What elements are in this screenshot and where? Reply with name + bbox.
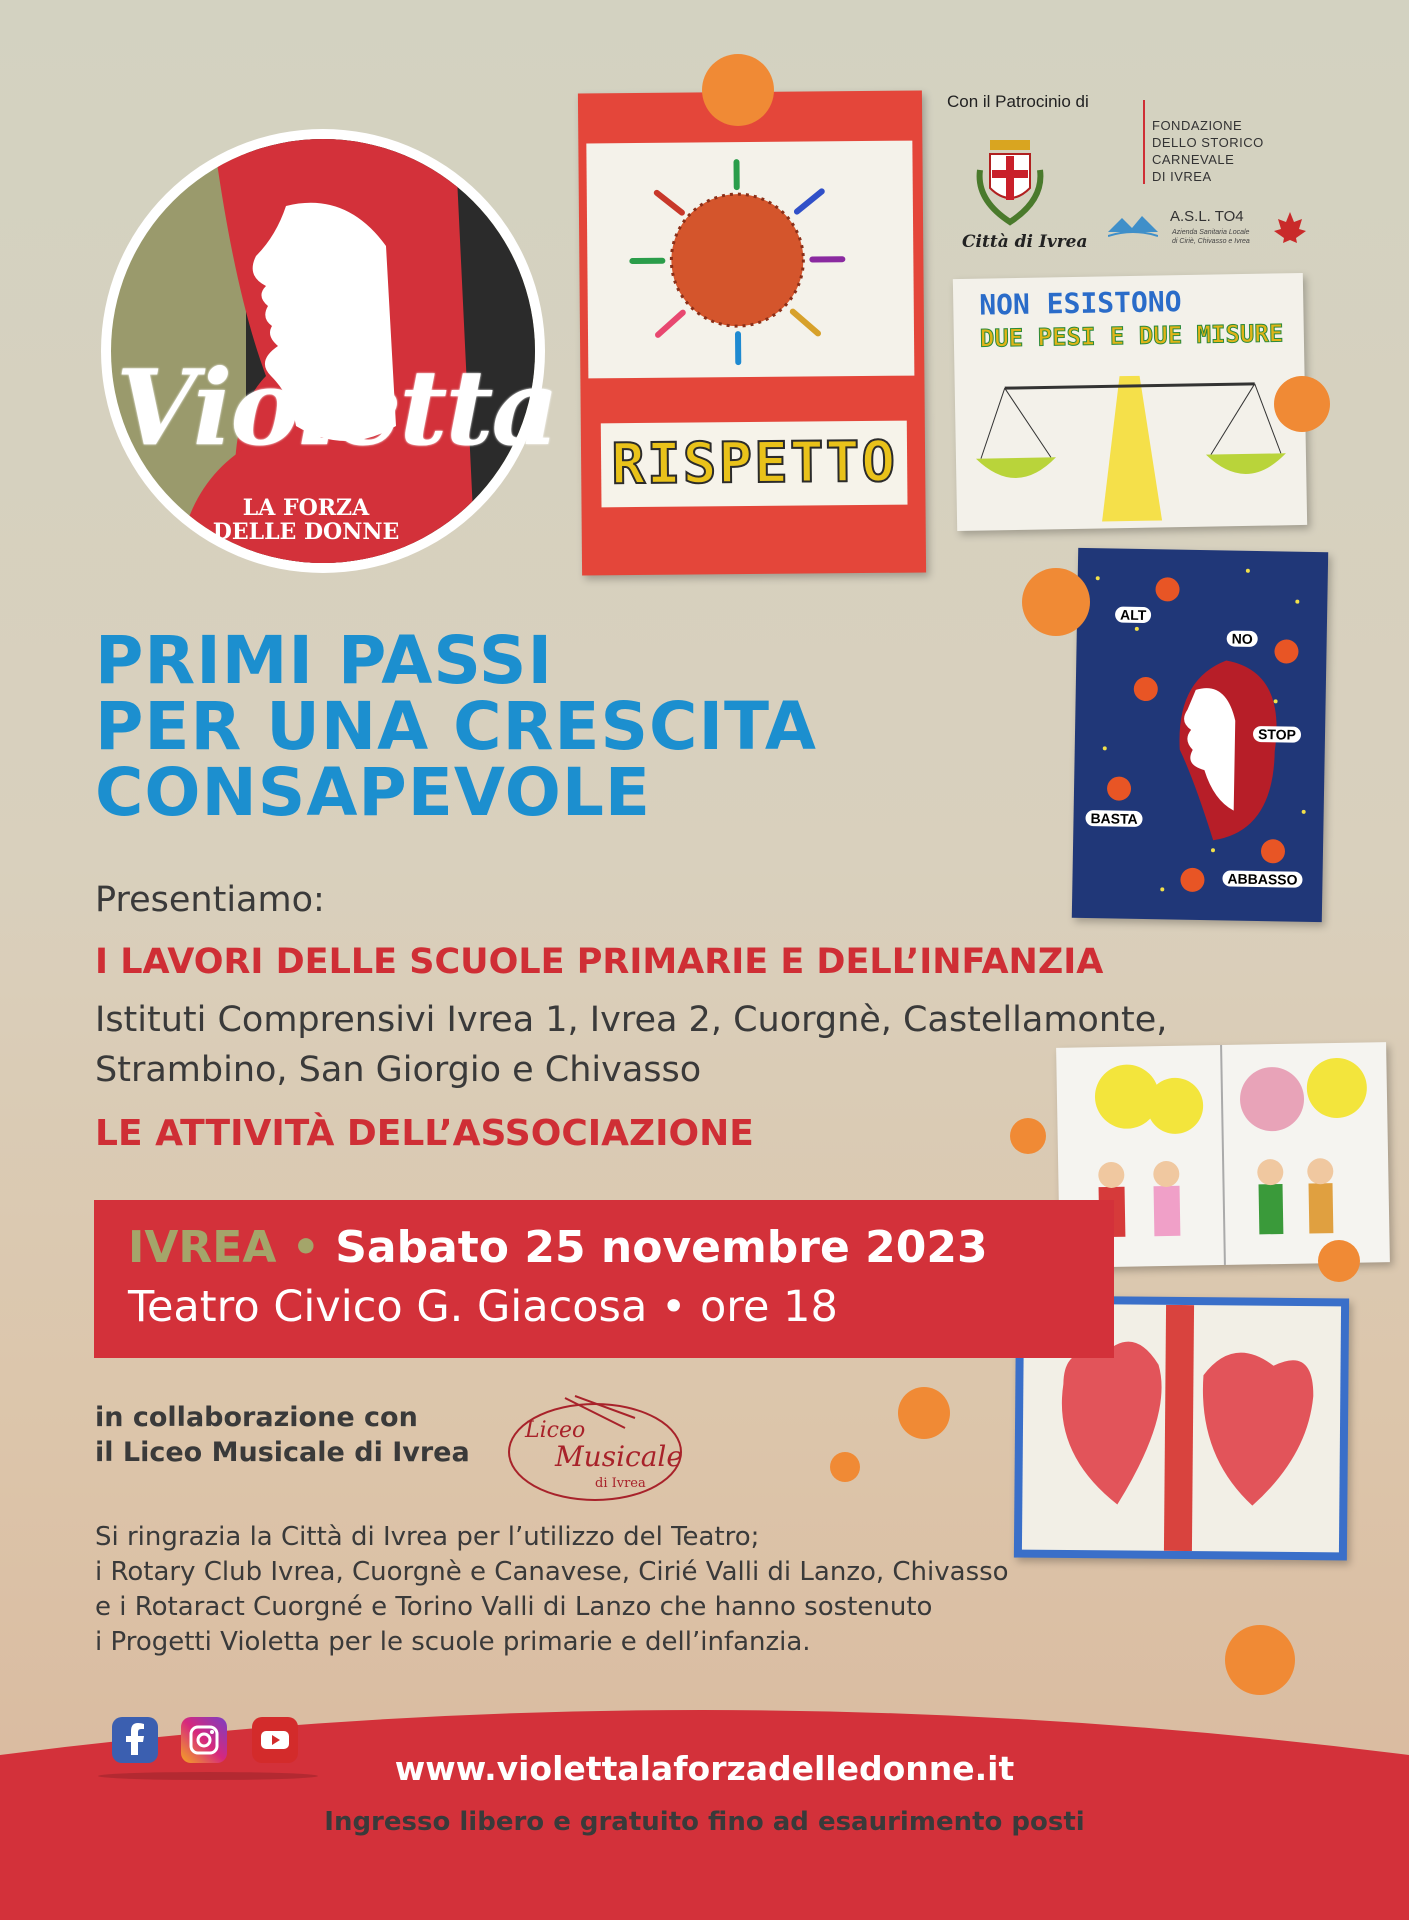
foundation-line: FONDAZIONE	[1152, 118, 1243, 133]
foundation-line: DELLO STORICO	[1152, 135, 1264, 150]
decor-dot	[1022, 568, 1090, 636]
headline-line3: CONSAPEVOLE	[95, 754, 652, 831]
event-banner	[94, 1200, 1114, 1358]
thanks-line: i Progetti Violetta per le scuole primarie e dell’infanzia.	[95, 1627, 811, 1657]
activities-title: LE ATTIVITÀ DELL’ASSOCIAZIONE	[95, 1113, 754, 1154]
decor-dot	[1318, 1240, 1360, 1282]
logo-script-name: Violetta	[116, 346, 557, 469]
liceo-logo-line1: Liceo	[525, 1418, 586, 1443]
logo-subtitle-line2: DELLE DONNE	[212, 519, 400, 545]
asl-sub-line: di Ciriè, Chivasso e Ivrea	[1172, 238, 1250, 245]
entry-note: Ingresso libero e gratuito fino ad esaurimento posti	[324, 1807, 1085, 1837]
thanks-line: Si ringrazia la Città di Ivrea per l’utilizzo del Teatro;	[95, 1522, 760, 1552]
decor-dot	[1010, 1118, 1046, 1154]
asl-name: A.S.L. TO4	[1170, 208, 1244, 225]
artwork-hands	[1072, 548, 1328, 922]
foundation-name	[1152, 117, 1264, 185]
event-date: Sabato 25 novembre 2023	[335, 1222, 988, 1273]
collaboration-text	[95, 1400, 470, 1470]
thanks-text	[95, 1520, 1009, 1660]
collab-line2: il Liceo Musicale di Ivrea	[95, 1437, 470, 1468]
hand-word: NO	[1227, 630, 1258, 647]
works-title: I LAVORI DELLE SCUOLE PRIMARIE E DELL’INFANZIA	[95, 942, 1104, 982]
hand-word: ALT	[1115, 607, 1151, 624]
institutes-line1: Istituti Comprensivi Ivrea 1, Ivrea 2, Cuorgnè, Castellamonte,	[95, 1000, 1168, 1040]
collab-line1: in collaborazione con	[95, 1402, 418, 1433]
artwork-rispetto	[578, 91, 926, 576]
decor-dot	[898, 1387, 950, 1439]
pesi-line1: NON ESISTONO	[978, 285, 1182, 322]
decor-dot	[1274, 376, 1330, 432]
rispetto-text: RISPETTO	[611, 429, 898, 498]
artwork-pesi	[953, 273, 1307, 531]
event-date-line	[128, 1222, 988, 1273]
institutes	[95, 995, 1167, 1095]
decor-dot	[702, 54, 774, 126]
liceo-logo-line2: Musicale	[555, 1440, 683, 1473]
city-crest-icon	[972, 130, 1048, 230]
asl-mountains-icon	[1108, 212, 1158, 238]
thanks-line: i Rotary Club Ivrea, Cuorgnè e Canavese, Cirié Valli di Lanzo, Chivasso	[95, 1557, 1009, 1587]
event-venue: Teatro Civico G. Giacosa • ore 18	[128, 1282, 838, 1332]
hand-word: ABBASSO	[1222, 870, 1302, 887]
pesi-line2: DUE PESI E DUE MISURE	[979, 319, 1284, 353]
asl-subtitle	[1172, 228, 1250, 246]
liceo-logo	[505, 1388, 685, 1504]
hand-word: BASTA	[1085, 810, 1142, 827]
asl-sub-line: Azienda Sanitaria Locale	[1172, 229, 1250, 236]
headline-line2: PER UNA CRESCITA	[95, 688, 817, 765]
maple-leaf-icon	[1272, 210, 1308, 246]
institutes-line2: Strambino, San Giorgio e Chivasso	[95, 1050, 702, 1090]
logo-subtitle-line1: LA FORZA	[242, 495, 370, 521]
patronage-label: Con il Patrocinio di	[947, 92, 1089, 111]
artwork-circle-drawing	[586, 141, 914, 379]
foundation-line: CARNEVALE	[1152, 152, 1235, 167]
decor-dot	[1225, 1625, 1295, 1695]
violetta-logo	[96, 96, 557, 576]
foundation-line: DI IVREA	[1152, 169, 1212, 184]
event-city: IVREA	[128, 1222, 277, 1273]
rispetto-card	[601, 421, 908, 508]
city-name: Città di Ivrea	[962, 232, 1088, 252]
present-label: Presentiamo:	[95, 880, 325, 920]
decor-dot	[830, 1452, 860, 1482]
logo-subtitle	[146, 496, 466, 544]
hand-word: STOP	[1253, 726, 1301, 743]
headline-line1: PRIMI PASSI	[95, 622, 554, 699]
thanks-line: e i Rotaract Cuorgné e Torino Valli di Lanzo che hanno sostenuto	[95, 1592, 933, 1622]
liceo-logo-line3: di Ivrea	[595, 1476, 646, 1491]
divider	[1143, 100, 1145, 184]
headline	[95, 622, 817, 831]
event-separator: •	[276, 1222, 336, 1273]
website-link[interactable]: www.violettalaforzadelledonne.it	[394, 1749, 1015, 1788]
